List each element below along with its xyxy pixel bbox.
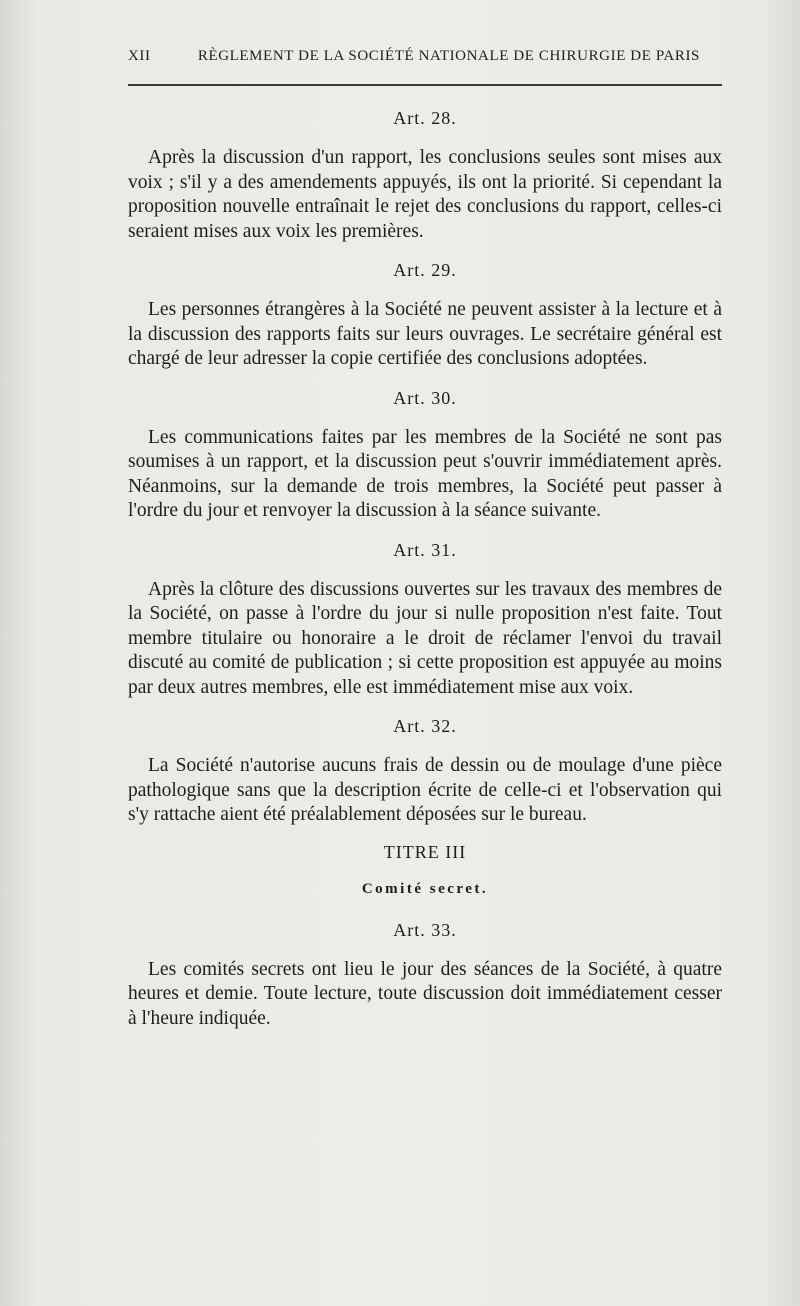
article-heading: Art. 28. [393,108,457,128]
header-rule [128,84,722,86]
article-heading: Art. 29. [393,260,457,280]
running-title: RÈGLEMENT DE LA SOCIÉTÉ NATIONALE DE CHIRURGIE DE PARIS [197,48,700,64]
article-text: Après la discussion d'un rapport, les conclusions seules sont mises aux voix ; s'il y a des amendements appuyés, ils ont la priorité. Si cependant la proposition nouvelle entraînait le rejet des conclusions du rapport, celles-ci seraient mises aux voix les premières. [128,147,722,242]
page-content [128,104,722,1043]
article-heading: Art. 32. [393,716,457,736]
article-text: Les personnes étrangères à la Société ne peuvent assister à la lecture et à la discussion des rapports faits sur leurs ouvrages. Le secrétaire général est chargé de leur adresser la copie certifiée des conclusions adoptées. [128,299,722,369]
section-subtitle: Comité secret. [361,880,489,897]
article-heading: Art. 30. [393,387,457,408]
article-heading: Art. 33. [393,919,457,940]
running-header [128,48,700,65]
article-heading: Art. 31. [393,539,457,560]
page-number: XII [128,48,151,64]
article-text: Après la clôture des discussions ouvertes sur les travaux des membres de la Société, on passe à l'ordre du jour si nulle proposition n'est faite. Tout membre titulaire ou honoraire a le droit de réclamer l'envoi du travail discuté au comité de publication ; si cette proposition est appuyée au moins par deux autres membres, elle est immédiatement mise aux voix. [128,578,722,698]
article-text: La Société n'autorise aucuns frais de dessin ou de moulage d'une pièce pathologique sans que la description écrite de celle-ci et l'observation qui s'y rattache aient été préalablement déposées sur le bureau. [128,755,722,825]
article-text: Les comités secrets ont lieu le jour des séances de la Société, à quatre heures et demie. Toute lecture, toute discussion doit immédiatement cesser à l'heure indiquée. [128,958,722,1029]
section-title: TITRE III [383,841,467,862]
article-text: Les communications faites par les membres de la Société ne sont pas soumises à un rapport, et la discussion peut s'ouvrir immédiatement après. Néanmoins, sur la demande de trois membres, la Société peut passer à l'ordre du jour et renvoyer la discussion à la séance suivante. [128,426,722,521]
